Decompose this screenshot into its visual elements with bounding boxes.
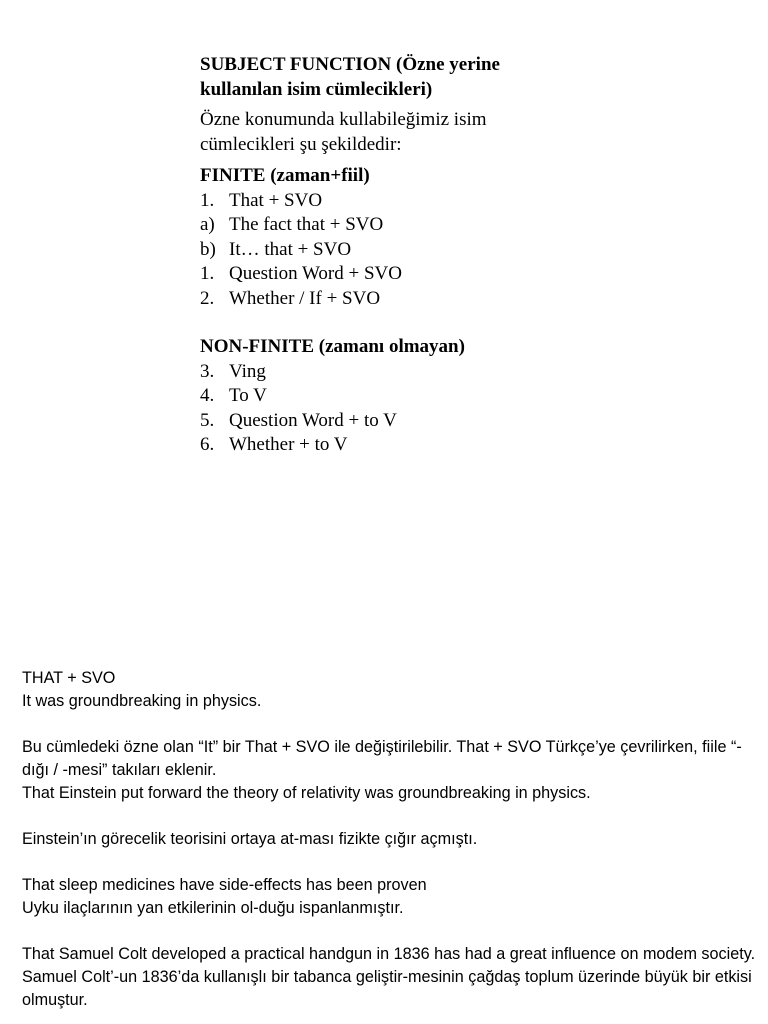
outline-section [200,53,520,458]
list-marker: 4. [200,385,215,406]
examples-title: THAT + SVO [22,669,116,687]
list-item [200,238,520,263]
list-marker: 6. [200,434,215,455]
list-marker: 1. [200,263,215,284]
list-item [200,213,520,238]
example-3-turkish: Samuel Colt’-un 1836’da kullanışlı bir tabanca geliştir-mesinin çağdaş toplum üzerinde büyük bir etkisi olmuştur. [22,968,752,1009]
list-item-text: Whether / If + SVO [229,287,381,309]
example-3-english: That Samuel Colt developed a practical handgun in 1836 has had a great influence on modem society. [22,945,756,963]
list-marker: 2. [200,287,215,309]
list-item [200,433,520,458]
list-item [200,189,520,214]
list-marker: 5. [200,409,215,431]
list-item-text: The fact that + SVO [229,214,384,235]
list-item-text: That + SVO [229,189,323,211]
list-marker: 1. [200,189,215,211]
list-item-text: Question Word + to V [229,409,397,431]
finite-list-a [200,189,520,263]
list-item-text: It… that + SVO [229,238,352,260]
intro-paragraph: Özne konumunda kullabileğimiz isim cümlecikleri şu şekildedir: [200,109,487,155]
list-marker: 3. [200,360,215,382]
example-1-english: That Einstein put forward the theory of relativity was groundbreaking in physics. [22,784,591,802]
explanation-paragraph: Bu cümledeki özne olan “It” bir That + SVO ile değiştirilebilir. That + SVO Türkçe’ye çevrilirken, fiile “-dığı / -mesi” takıları eklenir. [22,738,742,779]
section-heading: SUBJECT FUNCTION (Özne yerine kullanılan isim cümlecikleri) [200,54,500,100]
nonfinite-list [200,360,520,458]
list-item [200,360,520,385]
examples-section [22,667,766,1012]
list-item-text: Ving [229,360,266,382]
list-item [200,287,520,312]
finite-list-b [200,262,520,311]
example-sentence: It was groundbreaking in physics. [22,692,262,710]
list-item-text: To V [229,385,267,406]
list-item [200,262,520,287]
list-marker: b) [200,238,216,260]
list-marker: a) [200,214,215,235]
nonfinite-heading: NON-FINITE (zamanı olmayan) [200,336,465,357]
example-2-turkish: Uyku ilaçlarının yan etkilerinin ol-duğu ispanlanmıştır. [22,899,404,917]
example-1-turkish: Einstein’ın görecelik teorisini ortaya at-ması fizikte çığır açmıştı. [22,830,478,848]
list-item [200,409,520,434]
list-item [200,384,520,409]
list-item-text: Whether + to V [229,434,348,455]
list-item-text: Question Word + SVO [229,263,402,284]
example-2-english: That sleep medicines have side-effects has been proven [22,876,427,894]
finite-heading: FINITE (zaman+fiil) [200,165,370,186]
